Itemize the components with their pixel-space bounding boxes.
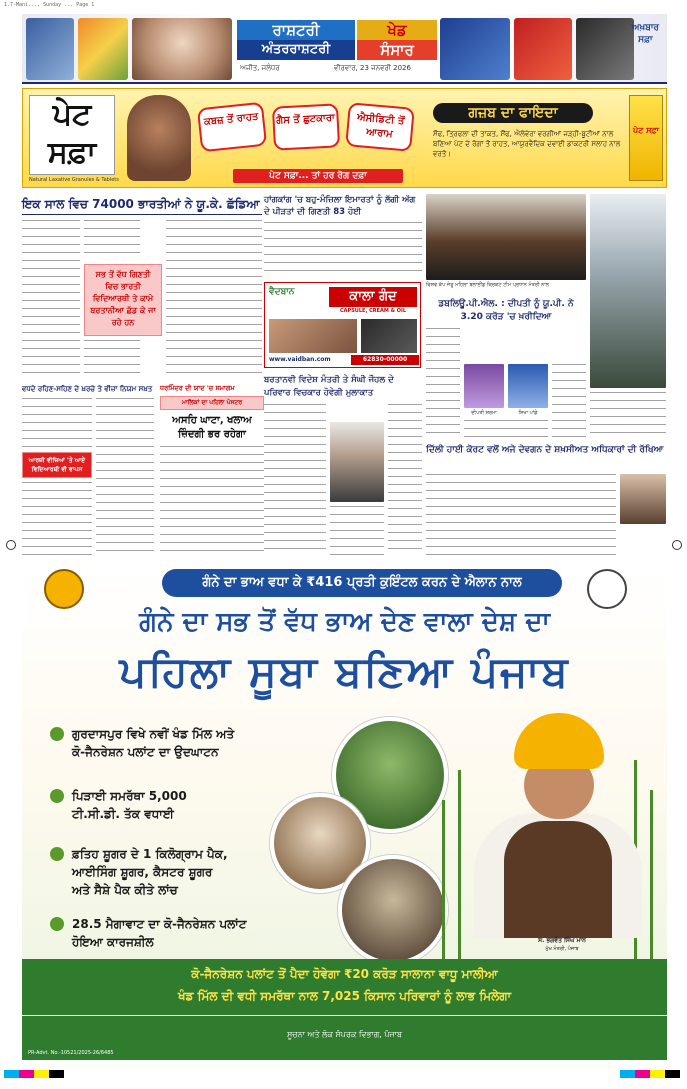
- ad-item-2-line1: ਪਿੜਾਈ ਸਮਰੱਥਾ 5,000: [72, 789, 187, 803]
- ad-footer-dept: [22, 1015, 667, 1060]
- print-slug: 1.7-Mani..., Sunday ... Page 1: [4, 2, 95, 8]
- title-rashtri: ਰਾਸ਼ਟਰੀ: [237, 20, 355, 40]
- story4-col1: [426, 328, 460, 438]
- story3-col1: [264, 404, 326, 556]
- ad-item-1-line1: ਗੁਰਦਾਸਪੁਰ ਵਿਖੇ ਨਵੀਂ ਖੰਡ ਮਿੱਲ ਅਤੇ: [72, 727, 235, 741]
- kala-gand-product-sub: CAPSULE, CREAM & OIL: [339, 308, 407, 314]
- ad-item-3-line2: ਆਈਸਿੰਗ ਸ਼ੂਗਰ, ਕੈਸਟਰ ਸ਼ੂਗਰ: [72, 865, 213, 879]
- ad-item-1-line2: ਕੋ-ਜੈਨਰੇਸ਼ਨ ਪਲਾਂਟ ਦਾ ਉਦਘਾਟਨ: [72, 745, 219, 759]
- color-bar-left: [4, 1070, 64, 1078]
- dept-label: ਸੂਚਨਾ ਅਤੇ ਲੋਕ ਸੰਪਰਕ ਵਿਭਾਗ, ਪੰਜਾਬ: [286, 1030, 403, 1039]
- cm-vest: [504, 821, 612, 938]
- story3-photo: [330, 422, 384, 502]
- story1-col2b: [84, 340, 140, 380]
- govt-logo-left: [44, 569, 84, 609]
- story3-col2: [330, 506, 384, 556]
- cm-name: ਸ. ਭਗਵੰਤ ਸਿੰਘ ਮਾਨ: [538, 937, 586, 944]
- story2-headline: ਹਾਂਗਕਾਂਗ 'ਚ ਬਹੁ-ਮੰਜ਼ਿਲਾ ਇਮਾਰਤਾਂ ਨੂੰ ਲੱਗੀ ਅੱਗ ਦੇ ਪੀੜਤਾਂ ਦੀ ਗਿਣਤੀ 83 ਹੋਈ: [264, 195, 416, 217]
- sugarcane-stalk: [650, 790, 653, 960]
- ad-item-3: [72, 845, 228, 899]
- ad-item-1: [72, 725, 234, 761]
- badge-gas: ਗੈਸ ਤੋਂ ਛੁਟਕਾਰਾ: [272, 103, 340, 150]
- story1-col3: [166, 220, 262, 380]
- badge-kabaz: ਕਬਜ਼ ਤੋਂ ਰਾਹਤ: [197, 102, 267, 153]
- ad-footer-band: [22, 959, 667, 1015]
- kala-gand-phone[interactable]: 62830-00000: [351, 355, 419, 365]
- story4-player1-name: ਦੀਪਤੀ ਸ਼ਰਮਾ: [471, 410, 497, 416]
- story1-subhead: ਵਧਦੇ ਰਹਿਣ-ਸਹਿਣ ਦੇ ਖ਼ਰਚੇ ਤੇ ਵੀਜ਼ਾ ਨਿਯਮ ਸਖ਼ਤ: [22, 385, 153, 393]
- leaf-bullet-icon: [50, 727, 64, 741]
- kala-gand-photo: [269, 319, 357, 353]
- masthead: [22, 14, 667, 84]
- kala-gand-product: ਕਾਲਾ ਗੰਦ: [329, 287, 417, 307]
- story4-player1-photo: [464, 364, 504, 408]
- story1-bottom-head: ਧਰਮਿੰਦਰ ਦੀ ਯਾਦ 'ਚ ਸਮਾਗਮ: [160, 384, 235, 392]
- story4-caption: ਵਿਸ਼ਵ ਕੱਪ ਜੇਤੂ ਮਹਿਲਾ ਬਲਾਈਂਡ ਕ੍ਰਿਕਟ ਟੀਮ ਪ੍ਰਧਾਨ ਮੰਤਰੀ ਨਾਲ: [426, 282, 550, 288]
- ad-footer-line-1: ਕੋ-ਜੈਨਰੇਸ਼ਨ ਪਲਾਂਟ ਤੋਂ ਪੈਦਾ ਹੋਵੇਗਾ ₹20 ਕਰੋੜ ਸਾਲਾਨਾ ਵਾਧੂ ਮਾਲੀਆ: [191, 967, 498, 981]
- story1-bottom-box: ਮਾਲਿਕਾਂ ਦਾ ਪਹਿਲਾ ਪੋਸਟਰ: [160, 396, 264, 410]
- title-sansar: ਸੰਸਾਰ: [357, 40, 437, 60]
- ad-item-4: [72, 915, 246, 951]
- ad-headline: ਗਜ਼ਬ ਦਾ ਫਾਇਦਾ: [433, 103, 593, 123]
- story1-pull-quote-2: ਆਰਜ਼ੀ ਵੀਜ਼ਿਆਂ 'ਤੇ ਆਏ ਵਿਦਿਆਰਥੀ ਵੀ ਵਾਪਸ: [22, 452, 92, 478]
- masthead-photo-1: [26, 18, 74, 80]
- registration-mark-left: [6, 540, 16, 550]
- ad-item-4-line1: 28.5 ਮੈਗਾਵਾਟ ਦਾ ਕੋ-ਜੈਨਰੇਸ਼ਨ ਪਲਾਂਟ: [72, 917, 247, 931]
- story4-player2-photo: [508, 364, 548, 408]
- story1-bottom-col: [160, 446, 264, 556]
- story4-headline: ਡਬਲਿਊ.ਪੀ.ਐਲ. : ਦੀਪਤੀ ਨੂੰ ਯੂ.ਪੀ. ਨੇ 3.20 ਕਰੋੜ 'ਚ ਖ਼ਰੀਦਿਆ: [438, 299, 574, 322]
- story5-body: [426, 474, 616, 558]
- sports-photo-right: [590, 194, 666, 388]
- brand-line-1: ਪੇਟ: [52, 97, 92, 132]
- leaf-bullet-icon: [50, 847, 64, 861]
- story1-col4: [22, 398, 92, 448]
- masthead-photo-5: [514, 18, 572, 80]
- ad-tagline: ਪੇਟ ਸਫ਼ਾ... ਤਾਂ ਹਰ ਰੋਗ ਦਫ਼ਾ: [233, 169, 403, 183]
- story1-col1: [22, 220, 80, 380]
- ad-punjab-sugarcane: [22, 565, 667, 1060]
- sports-photo-caption: [590, 392, 666, 438]
- story2-body: [264, 222, 422, 278]
- story1-pull-quote: ਸਭ ਤੋਂ ਵੱਧ ਗਿਣਤੀ ਵਿਚ ਭਾਰਤੀ ਵਿਦਿਆਰਥੀ ਤੇ ਕਾਮੇ ਬਰਤਾਨੀਆ ਛੱਡ ਕੇ ਜਾ ਰਹੇ ਹਨ: [84, 264, 162, 336]
- ad-item-2: [72, 787, 187, 823]
- ad-kala-gand: [264, 282, 421, 368]
- registration-mark-right: [672, 540, 682, 550]
- story4-team-photo: [426, 194, 586, 280]
- ad-item-2-line2: ਟੀ.ਸੀ.ਡੀ. ਤੱਕ ਵਧਾਈ: [72, 807, 174, 821]
- cm-turban: [514, 713, 604, 769]
- story3-headline: ਬਰਤਾਨਵੀ ਵਿਦੇਸ਼ ਮੰਤਰੀ ਤੇ ਸੰਘੀ ਜੌਹਲ ਦੇ ਪਰਿਵਾਰ ਵਿਚਕਾਰ ਹੋਵੇਗੀ ਮੁਲਾਕਾਤ: [264, 375, 394, 398]
- ad-footer-line-2: ਖੰਡ ਮਿੱਲ ਦੀ ਵਧੀ ਸਮਰੱਥਾ ਨਾਲ 7,025 ਕਿਸਾਨ ਪਰਿਵਾਰਾਂ ਨੂੰ ਲਾਭ ਮਿਲੇਗਾ: [178, 989, 511, 1003]
- masthead-photo-2: [78, 18, 128, 80]
- brand-sub: Natural Laxative Granules & Tablets: [29, 177, 119, 183]
- story1-col2a: [84, 220, 140, 260]
- mill-circle-photo: [338, 855, 448, 965]
- story1-col5: [22, 482, 92, 556]
- ad-body: ਸੌਂਫ, ਤ੍ਰਿਫਲਾ ਦੀ ਤਾਕਤ, ਸੌਂਫ, ਐਲੋਵੇਰਾ ਵਰਗੀਆਂ ਜੜ੍ਹੀ-ਬੂਟੀਆਂ ਨਾਲ ਬਣਿਆ ਪੇਟ ਦੇ ਰੋਗਾਂ ਤੋਂ ਰਾਹਤ, ਆਯੁਰਵੈਦਿਕ ਦਵਾਈ ਡਾਕਟਰੀ ਸਲਾਹ ਨਾਲ ਵਰਤੋ।: [433, 130, 621, 158]
- title-khed: ਖੇਡ: [357, 20, 437, 40]
- ad-band: ਗੰਨੇ ਦਾ ਭਾਅ ਵਧਾ ਕੇ ₹416 ਪ੍ਰਤੀ ਕੁਇੰਟਲ ਕਰਨ ਦੇ ਐਲਾਨ ਨਾਲ: [162, 569, 562, 597]
- badge-acidity: ਐਸੀਡਿਟੀ ਤੋਂ ਆਰਾਮ: [345, 102, 415, 152]
- masthead-photo-6: [576, 18, 634, 80]
- story4-col2: [552, 364, 586, 438]
- leaf-bullet-icon: [50, 917, 64, 931]
- story1-rule: [22, 214, 262, 215]
- punjab-seal: [587, 569, 627, 609]
- brand-line-2: ਸਫ਼ਾ: [47, 135, 97, 170]
- ad-item-3-line3: ਅਤੇ ਸੈਸ਼ੇ ਪੈਕ ਕੀਤੇ ਲਾਂਚ: [72, 883, 178, 897]
- story5-headline: ਦਿੱਲੀ ਹਾਈ ਕੋਰਟ ਵਲੋਂ ਅਜੇ ਦੇਵਗਨ ਦੇ ਸ਼ਖ਼ਸੀਅਤ ਅਧਿਕਾਰਾਂ ਦੀ ਰੱਖਿਆ: [426, 445, 664, 455]
- story4-col3: [464, 420, 548, 438]
- story1-col6: [96, 398, 154, 556]
- ad-model-photo: [127, 95, 191, 181]
- masthead-photo-4: [440, 18, 510, 80]
- ad-item-3-line1: ਫ਼ਤਿਹ ਸ਼ੂਗਰ ਦੇ 1 ਕਿਲੋਗ੍ਰਾਮ ਪੈਕ,: [72, 847, 228, 861]
- masthead-photo-3: [132, 18, 232, 80]
- story5-photo: [620, 474, 666, 524]
- date-label: ਵੀਰਵਾਰ, 23 ਜਨਵਰੀ 2026: [334, 64, 411, 72]
- edition-label: ਅਜੀਤ, ਜਲੰਧਰ: [240, 64, 280, 72]
- kala-gand-brand: ਵੈਦਬਾਨ: [269, 287, 295, 297]
- ad-heading-1: ਗੰਨੇ ਦਾ ਸਭ ਤੋਂ ਵੱਧ ਭਾਅ ਦੇਣ ਵਾਲਾ ਦੇਸ਼ ਦਾ: [139, 607, 550, 637]
- ad-item-4-line2: ਹੋਇਆ ਕਾਰਜਸ਼ੀਲ: [72, 935, 154, 949]
- cm-role: ਮੁੱਖ ਮੰਤਰੀ, ਪੰਜਾਬ: [545, 946, 579, 952]
- ad-pet-safa: [22, 88, 667, 188]
- ad-heading-2: ਪਹਿਲਾ ਸੂਬਾ ਬਣਿਆ ਪੰਜਾਬ: [119, 647, 570, 696]
- page-label: ਅਖ਼ਬਾਰ ਸਫ਼ਾ: [631, 23, 659, 45]
- kala-gand-pack: [361, 319, 417, 353]
- advt-code: PR-Advt. No.-10521/2025-26/6485: [28, 1050, 114, 1056]
- story4-player2-name: ਸ਼ਿਖਾ ਪਾਂਡੇ: [518, 410, 538, 416]
- chief-minister-photo: [474, 713, 642, 938]
- masthead-title: [237, 20, 437, 60]
- leaf-bullet-icon: [50, 789, 64, 803]
- pet-safa-logo: [29, 95, 115, 175]
- kala-gand-website[interactable]: www.vaidban.com: [269, 356, 331, 363]
- product-pack: ਪੇਟ ਸਫ਼ਾ: [629, 95, 663, 181]
- title-antarrashtri: ਅੰਤਰਰਾਸ਼ਟਰੀ: [237, 40, 355, 60]
- story1-headline: ਇਕ ਸਾਲ ਵਿਚ 74000 ਭਾਰਤੀਆਂ ਨੇ ਯੂ.ਕੇ. ਛੱਡਿਆ: [22, 197, 260, 211]
- color-bar-right: [620, 1070, 680, 1078]
- story3-col3: [388, 404, 422, 556]
- story1-bottom-title: ਅਸਹਿ ਘਾਟਾ, ਖਲਾਅ ਜ਼ਿੰਦਗੀ ਭਰ ਰਹੇਗਾ: [172, 415, 252, 440]
- sugarcane-stalk: [442, 800, 445, 960]
- sugarcane-stalk: [458, 770, 461, 960]
